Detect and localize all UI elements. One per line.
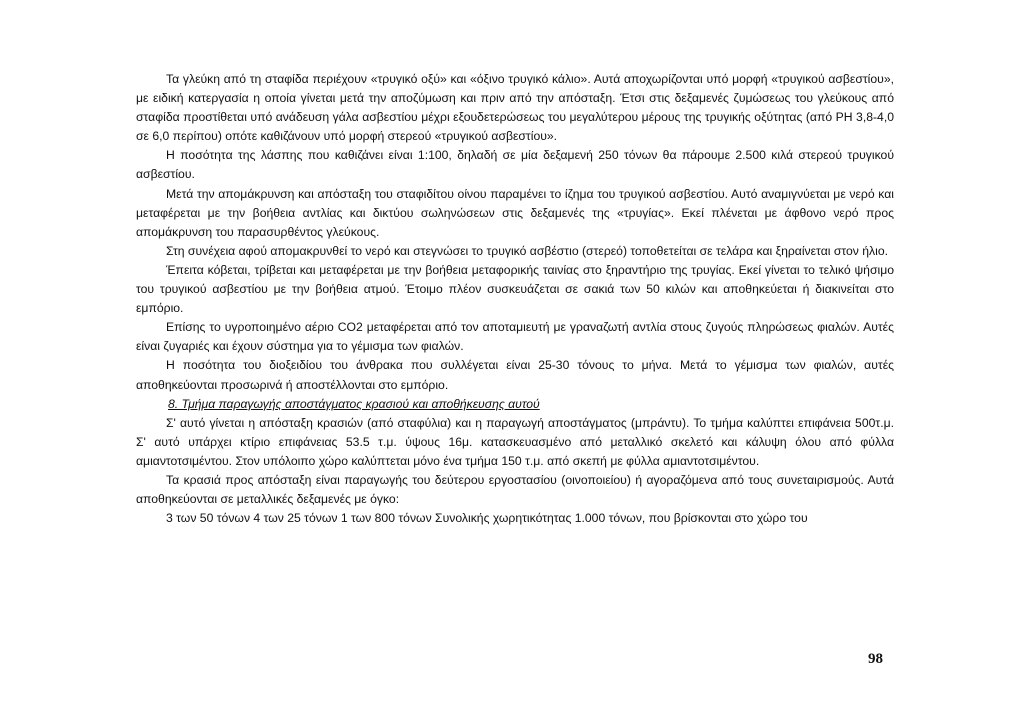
page-number: 98	[868, 651, 883, 667]
paragraph-tank-capacity: 3 των 50 τόνων 4 των 25 τόνων 1 των 800 τόνων Συνολικής χωρητικότητας 1.000 τόνων, που βρίσκονται στο χώρο του	[166, 511, 808, 526]
paragraph-drying: Στη συνέχεια αφού απομακρυνθεί το νερό και στεγνώσει το τρυγικό ασβέστιο (στερεό) τοποθετείται σε τελάρα και ξηραίνεται στον ήλιο.	[166, 243, 889, 258]
paragraph-co2-quantity: Η ποσότητα του διοξειδίου του άνθρακα που συλλέγεται είναι 25-30 τόνους το μήνα. Μετά το γέμισμα των φιαλών, αυτές αποθηκεύονται προσωρινά ή αποστέλλονται στο εμπόριο.	[136, 358, 894, 392]
paragraph-distillation-area: Σ' αυτό γίνεται η απόσταξη κρασιών (από σταφύλια) και η παραγωγή αποστάγματος (μπράντυ). Το τμήμα καλύπτει επιφάνεια 500τ.μ. Σ' αυτό υπάρχει κτίριο επιφάνειας 53.5 τ.μ. ύψους 16μ. κατασκευασμένο από μεταλλικό σκελετό και κάλυψη όλου από φύλλα αμιαντοτσιμέντου. Στον υπόλοιπο χώρο καλύπτεται μόνο ένα τμήμα 150 τ.μ. από σκεπή με φύλλα αμιαντοτσιμέντου.	[136, 415, 894, 468]
paragraph-tartaric-acid: Τα γλεύκη από τη σταφίδα περιέχουν «τρυγικό οξύ» και «όξινο τρυγικό κάλιο». Αυτά αποχωρίζονται υπό μορφή «τρυγικού ασβεστίου», με ειδική κατεργασία η οποία γίνεται μετά την αποζύμωση και πριν από την απόσταξη. Έτσι στις δεξαμενές ζυμώσεως του γλεύκους από σταφίδα προστίθεται υπό ανάδευση γάλα ασβεστίου μέχρι εξουδετερώσεως του μεγαλύτερου μέρους της τρυγικής οξύτητας (από PH 3,8-4,0 σε 6,0 περίπου) οπότε καθιζάνουν υπό μορφή στερεού «τρυγικού ασβεστίου».	[136, 72, 894, 144]
paragraph-sediment-washing: Μετά την απομάκρυνση και απόσταξη του σταφιδίτου οίνου παραμένει το ίζημα του τρυγικού ασβεστίου. Αυτό αναμιγνύεται με νερό και μεταφέρεται με την βοήθεια αντλίας και δικτύου σωληνώσεων στις δεξαμενές της «τρυγίας». Εκεί πλένεται με άφθονο νερό προς απομάκρυνση του παρασυρθέντος γλεύκους.	[136, 186, 894, 239]
paragraph-co2-filling: Επίσης το υγροποιημένο αέριο CO2 μεταφέρεται από τον αποταμιευτή με γραναζωτή αντλία στους ζυγούς πληρώσεως φιαλών. Αυτές είναι ζυγαριές και έχουν σύστημα για το γέμισμα των φιαλών.	[136, 320, 894, 354]
section-heading: 8. Τμήμα παραγωγής αποστάγματος κρασιού και αποθήκευσης αυτού	[168, 396, 540, 411]
document-body	[136, 70, 894, 528]
paragraph-grinding-packaging: Έπειτα κόβεται, τρίβεται και μεταφέρεται με την βοήθεια μεταφορικής ταινίας στο ξηραντήριο της τρυγίας. Εκεί γίνεται το τελικό ψήσιμο του τρυγικού ασβεστίου με την βοήθεια ατμού. Έτοιμο πλέον συσκευάζεται σε σακιά των 50 κιλών και αποθηκεύεται ή διακινείται στο εμπόριο.	[136, 262, 894, 316]
paragraph-sludge-quantity: Η ποσότητα της λάσπης που καθιζάνει είναι 1:100, δηλαδή σε μία δεξαμενή 250 τόνων θα πάρουμε 2.500 κιλά στερεού τρυγικού ασβεστίου.	[136, 148, 894, 182]
paragraph-wine-sources: Τα κρασιά προς απόσταξη είναι παραγωγής του δεύτερου εργοστασίου (οινοποιείου) ή αγοραζόμενα από τους συνεταιρισμούς. Αυτά αποθηκεύονται σε μεταλλικές δεξαμενές με όγκο:	[136, 472, 894, 507]
